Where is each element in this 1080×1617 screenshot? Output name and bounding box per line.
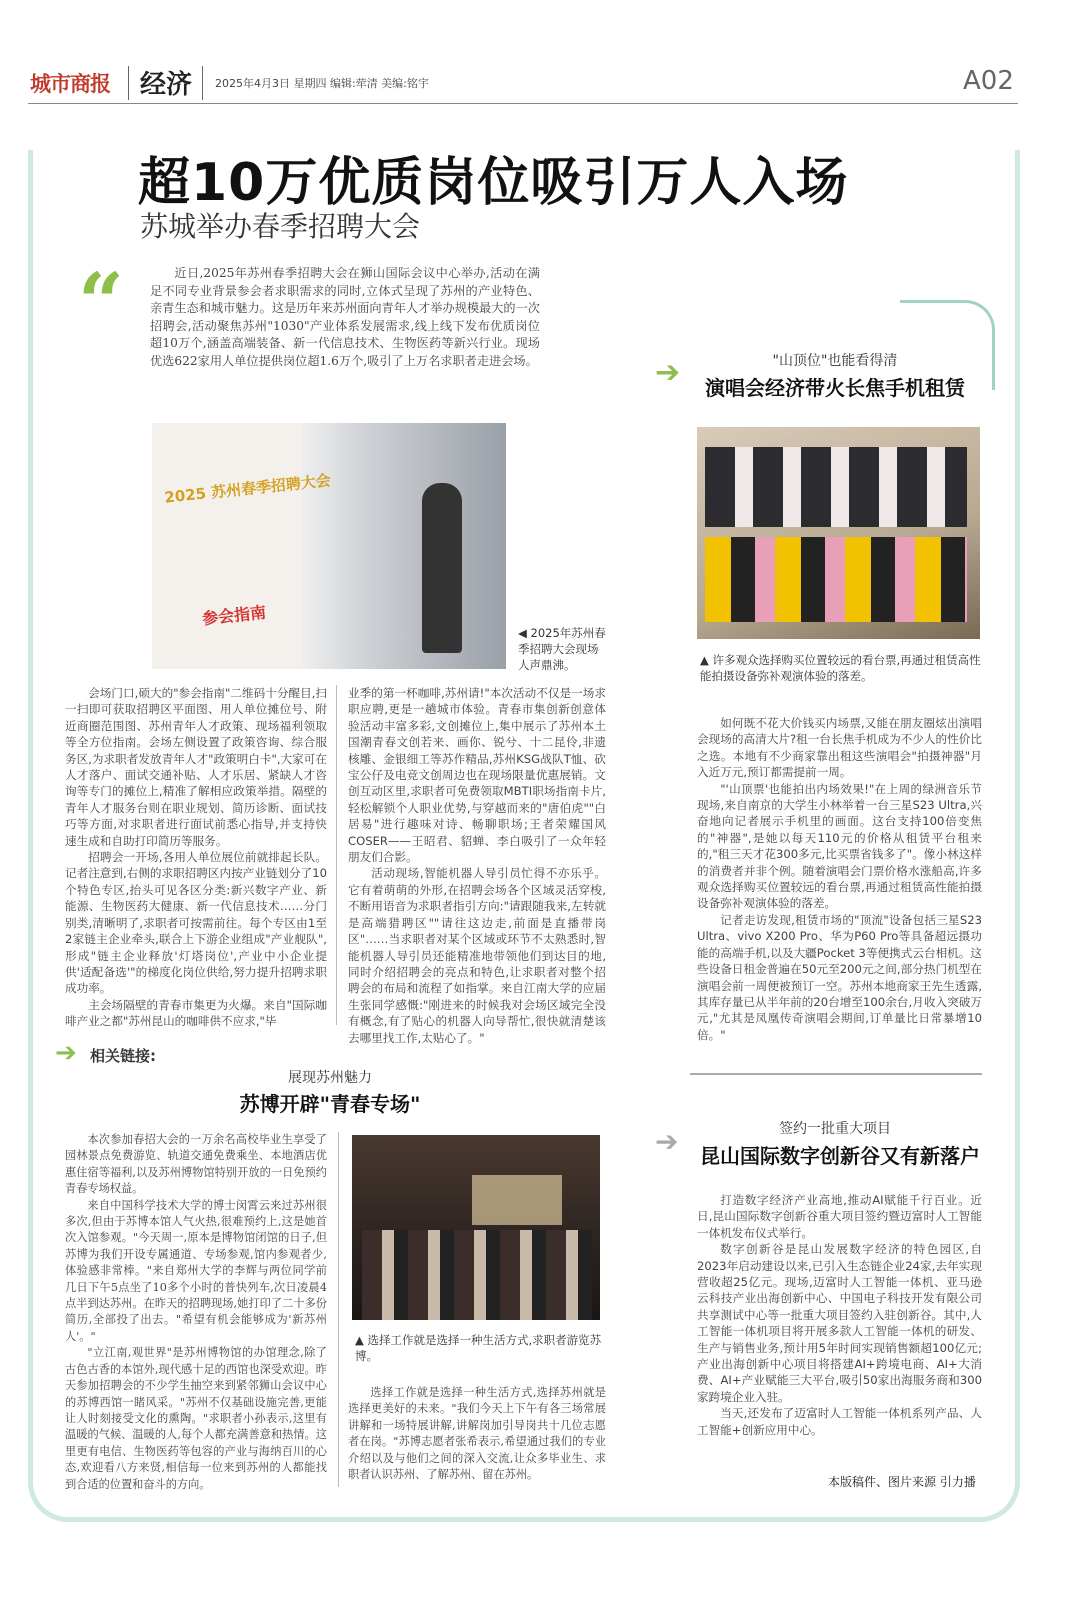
side-kicker: 签约一批重大项目 [779,1121,891,1137]
paragraph: "立江南,观世界"是苏州博物馆的办馆理念,除了古色古香的本馆外,现代感十足的西馆也深受欢迎。昨天参加招聘会的不少学生抽空来到紧邻狮山会议中心的苏博西馆一睹风采。"苏州不仅基础设施完善,更能让人时刻接受文化的熏陶。"求职者小孙表示,这里有温暖的气候、温暖的人,每个人都充满善意和热情。这里更有电信、生物医药等包容的产业与海纳百川的心态,欢迎看八方来贤,相信每一位来到苏州的人都能找到合适的位置和奋斗的方向。 [65,1346,327,1491]
paragraph: 招聘会一开场,各用人单位展位前就排起长队。记者注意到,右侧的求职招聘区内按产业链划分了10个特色专区,抬头可见各区分类:新兴数字产业、新能源、生物医药大健康、新一代信息技术……分门别类,清晰明了,求职者可按需前往。每个专区由1至2家链主企业牵头,联合上下游企业组成"产业舰队",形成"链主企业释放'灯塔岗位',产业中小企业提供'适配备选'"的梯度化岗位供给,努力提升招聘求职成功率。 [65,850,327,996]
photo-caption: ◀ 2025年苏州春季招聘大会现场人声鼎沸。 [518,626,606,672]
article-column [65,685,327,1030]
museum-photo [352,1135,600,1320]
photo-caption: ▲ 选择工作就是选择一种生活方式,求职者游览苏博。 [355,1333,602,1363]
article-column [697,1192,982,1438]
credit-line: 本版稿件、图片来源 引力播 [828,1475,976,1489]
paragraph: 当天,还发布了迈富时人工智能一体机系列产品、人工智能+创新应用中心。 [697,1406,982,1437]
newspaper-logo: 城市商报 [30,71,110,96]
paragraph: 活动现场,智能机器人导引员忙得不亦乐乎。它有着萌萌的外形,在招聘会场各个区域灵活穿梭,不断用语音为求职者指引方向:"请跟随我来,左转就是高端猎聘区""请往这边走,前面是直播带岗区"……当求职者对某个区域或环节不太熟悉时,智能机器人导引员还能精准地带领他们到达目的地,同时介绍招聘会的亮点和特色,让求职者对整个招聘会的布局和流程了如指掌。来自江南大学的应届生张同学感慨:"刚进来的时候我对会场区域完全没有概念,有了贴心的机器人向导帮忙,很快就清楚该去哪里找工作,太贴心了。" [348,866,606,1045]
photo-sign-text: 参会指南 [201,602,267,629]
article-column [697,715,982,1043]
related-label: 相关链接: [90,1047,156,1065]
job-fair-photo [152,423,506,669]
rental-phones-photo [697,427,980,639]
divider [128,66,129,100]
column-divider [336,685,337,1025]
photo-sign-text: 2025 苏州春季招聘大会 [163,471,332,507]
arrow-right-icon: ➔ [655,1125,679,1158]
article-column [65,1132,327,1493]
article-column [348,685,606,1046]
quote-mark-icon: “ [78,255,125,349]
paragraph: 来自中国科学技术大学的博士闵霄云来过苏州很多次,但由于苏博本馆人气火热,很难预约上,这是她首次入馆参观。"今天周一,原本是博物馆闭馆的日子,但苏博为我们开设专属通道、专场参观,馆内参观者少,体验感非常棒。"来自郑州大学的李辉与两位同学前几日下午5点坐了10多个小时的普快列车,次日凌晨4点半到达苏州。在昨天的招聘现场,她打印了二十多份简历,全部投了出去。"希望有机会能够成为'新苏州人'。" [65,1198,327,1343]
paragraph: 打造数字经济产业高地,推动AI赋能千行百业。近日,昆山国际数字创新谷重大项目签约暨迈富时人工智能一体机发布仪式举行。 [697,1193,982,1240]
page-number: A02 [963,66,1014,96]
arrow-right-icon: ➔ [55,1038,77,1068]
side-title: 演唱会经济带火长焦手机租赁 [705,376,965,400]
side-title: 昆山国际数字创新谷又有新落户 [700,1144,980,1168]
paragraph: 本次参加春招大会的一万余名高校毕业生享受了园林景点免费游览、轨道交通免费乘坐、本地酒店优惠住宿等福利,以及苏州博物馆特别开放的一日免预约青春专场权益。 [65,1133,327,1196]
article-column [348,1385,606,1483]
related-kicker: 展现苏州魅力 [288,1070,372,1086]
arrow-right-icon: ➔ [655,355,681,390]
intro-paragraph: 近日,2025年苏州春季招聘大会在狮山国际会议中心举办,活动在满足不同专业背景参会者求职需求的同时,立体式呈现了苏州的产业特色、亲青生态和城市魅力。这是历年来苏州面向青年人才举办规模最大的一次招聘会,活动聚焦苏州"1030"产业体系发展需求,线上线下发布优质岗位超10万个,涵盖高端装备、新一代信息技术、生物医药等新兴行业。现场优选622家用人单位提供岗位超1.6万个,吸引了上万名求职者走进会场。 [150,266,540,368]
column-divider [338,1132,339,1487]
paragraph: "'山顶票'也能拍出内场效果!"在上周的绿洲音乐节现场,来自南京的大学生小林举着一台三星S23 Ultra,兴奋地向记者展示手机里的画面。这台支持100倍变焦的"神器",是她以每天110元的价格从租赁平台租来的,"租三天才花300多元,比买票省钱多了"。像小林这样的消费者并非个例。随着演唱会门票价格水涨船高,许多观众选择购买位置较远的看台票,再通过租赁高性能拍摄设备弥补观演体验的落差。 [697,781,982,911]
paragraph: 如何既不花大价钱买内场票,又能在朋友圈炫出演唱会现场的高清大片?租一台长焦手机成为不少人的性价比之选。本地有不少商家靠出租这些演唱会"拍摄神器"月入近万元,预订都需提前一周。 [697,716,982,780]
paragraph: 业季的第一杯咖啡,苏州请!"本次活动不仅是一场求职应聘,更是一趟城市体验。青春市集创新创意体验活动丰富多彩,文创摊位上,集中展示了苏州本土国潮青春文创若来、画你、锐兮、十二昆伶,非遗核雕、金银细工等苏作精品,苏州KSG战队T恤、砍宝公仔及电竞文创周边也在现场限量优惠展销。文创互动区里,求职者可免费领取MBTI职场指南卡片,轻松解锁个人职业优势,与穿越而来的"唐伯虎""白居易"进行趣味对诗、畅聊职场;王者荣耀国风COSER——王昭君、貂蝉、李白吸引了一众年轻朋友们合影。 [348,686,606,865]
section-rule [690,1073,982,1075]
paragraph: 会场门口,硕大的"参会指南"二维码十分醒目,扫一扫即可获取招聘区平面图、用人单位摊位号、附近商圈范围图、苏州青年人才政策、现场福利领取等全方位指南。会场左侧设置了政策咨询、综合服务区,为求职者发放青年人才"政策明白卡",大家可在人才落户、面试交通补贴、人才乐居、紧缺人才咨询等专门的摊位上,精准了解相应政策举措。隔壁的青年人才服务台则在职业规划、简历诊断、面试技巧等方面,对求职者进行面试前悉心指导,并支持快速生成和自助打印简历等服务。 [65,686,327,848]
subheadline: 苏城举办春季招聘大会 [140,210,421,243]
headline: 超10万优质岗位吸引万人入场 [138,153,849,213]
paragraph: 选择工作就是选择一种生活方式,选择苏州就是选择更美好的未来。"我们今天上下午有各三场常展讲解和一场特展讲解,讲解岗加引导岗共十几位志愿者在岗。"苏博志愿者张希表示,希望通过我们的专业介绍以及与他们之间的深入交流,让众多毕业生、求职者认识苏州、了解苏州、留在苏州。 [348,1386,606,1482]
header-rule [28,103,1018,104]
section-name: 经济 [140,70,193,100]
side-kicker: "山顶位"也能看得清 [772,353,898,369]
paragraph: 数字创新谷是昆山发展数字经济的特色园区,自2023年启动建设以来,已引入生态链企业24家,去年实现营收超25亿元。现场,迈富时人工智能一体机、亚马逊云科技产业出海创新中心、中国电子科技开发有限公司共享测试中心等一批重大项目签约入驻创新谷。其中,人工智能一体机项目将开展多款人工智能一体机的研发、生产与销售业务,预计用5年时间实现销售额超100亿元;产业出海创新中心项目将搭建AI+跨境电商、AI+大消费、AI+产业赋能三大平台,吸引50家出海服务商和300家跨境企业入驻。 [697,1242,982,1404]
photo-caption: ▲ 许多观众选择购买位置较远的看台票,再通过租赁高性能拍摄设备弥补观演体验的落差。 [700,653,981,683]
related-title: 苏博开辟"青春专场" [239,1092,421,1116]
divider [202,66,203,100]
paragraph: 记者走访发现,租赁市场的"顶流"设备包括三星S23 Ultra、vivo X200 Pro、华为P60 Pro等具备超远摄功能的高端手机,以及大疆Pocket 3等便携式云台相机。这些设备日租金普遍在50元至200元之间,部分热门机型在演唱会前一周便被预订一空。苏州本地商家王先生透露,其库存量已从半年前的20台增至100余台,月收入突破万元,"尤其是凤凰传奇演唱会期间,订单量比日常暴增10倍。" [697,912,982,1042]
paragraph: 主会场隔壁的青春市集更为火爆。来自"国际咖啡产业之都"苏州昆山的咖啡供不应求,"毕 [65,997,327,1029]
date-line: 2025年4月3日 星期四 编辑:荦清 美编:铭宇 [215,77,429,90]
